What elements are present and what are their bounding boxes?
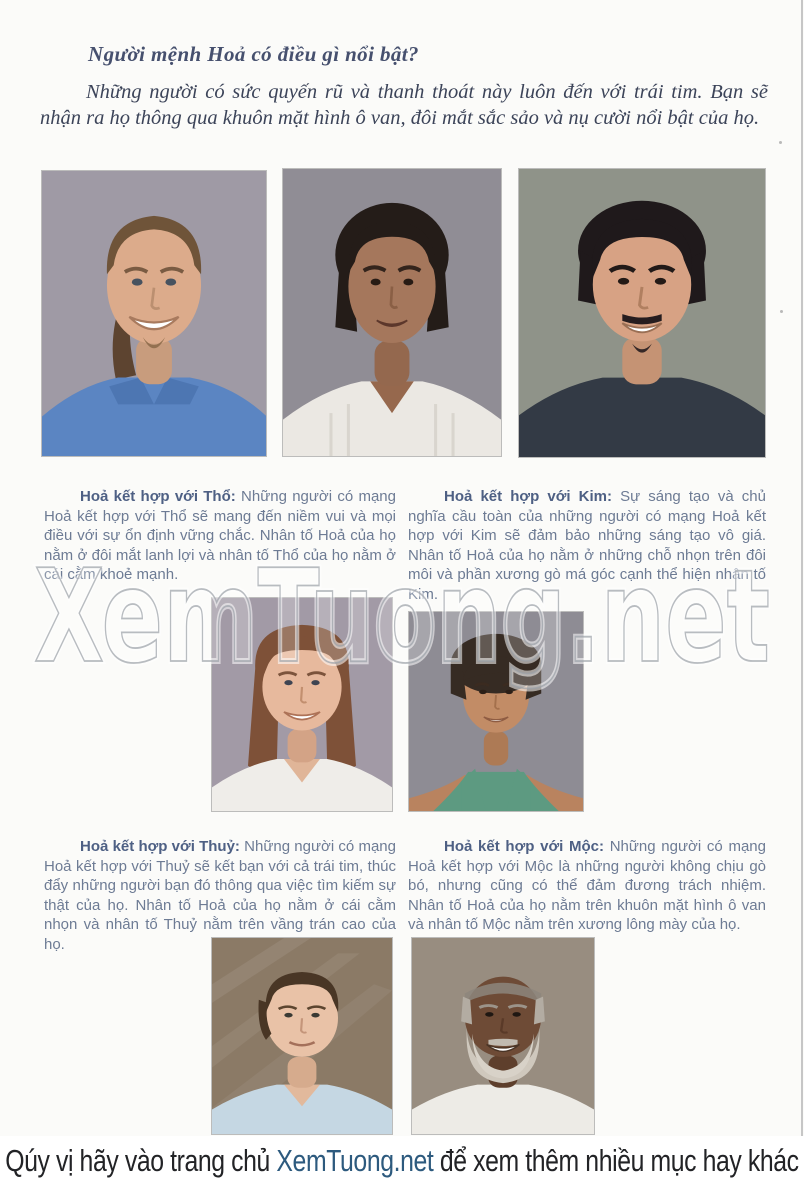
footer-prefix: Qúy vị hãy vào trang chủ [5, 1142, 277, 1178]
section-fire-metal-heading: Hoả kết hợp với Kim: [444, 488, 612, 505]
footer-message [5, 1143, 799, 1179]
footer-suffix: để xem thêm nhiều mục hay khác [433, 1142, 799, 1178]
intro-paragraph: Những người có sức quyến rũ và thanh thoát này luôn đến với trái tim. Bạn sẽ nhận ra họ thông qua khuôn mặt hình ô van, đôi mắt sắc sảo và nụ cười nổi bật của họ. [40, 81, 768, 129]
portrait-illustration [409, 612, 583, 811]
footer-site-name: XemTuong.net [276, 1142, 434, 1178]
section-fire-earth-heading: Hoả kết hợp với Thổ: [80, 488, 236, 505]
photo-fire-woman-white-shirt [283, 169, 501, 456]
portrait-illustration [519, 169, 765, 457]
section-fire-metal [408, 487, 766, 605]
portrait-illustration [42, 171, 266, 456]
section-fire-wood [408, 837, 766, 935]
scan-speck [779, 141, 782, 144]
photo-fire-man-dark-shirt [519, 169, 765, 457]
section-fire-water [44, 837, 396, 955]
scan-speck [780, 310, 783, 313]
portrait-illustration [212, 938, 392, 1134]
portrait-illustration [283, 169, 501, 456]
page-title: Người mệnh Hoả có điều gì nổi bật? [88, 42, 419, 66]
photo-fire-earth-woman [212, 598, 392, 811]
photo-fire-metal-woman [409, 612, 583, 811]
watermark-text: XemTuong.net [34, 545, 770, 692]
scan-edge-line [801, 0, 803, 1136]
section-fire-wood-body: Những người có mạng Hoả kết hợp với Mộc là những người không chịu gò bó, nhưng cũng có thể đảm đương trách nhiệm. Nhân tố Hoả của họ nằm trên khuôn mặt hình ô van và nhân tố Mộc nằm trên xương lông mày của họ. [408, 838, 766, 934]
portrait-illustration [412, 938, 594, 1134]
footer-bar [0, 1136, 804, 1185]
section-fire-earth-body: Những người có mạng Hoả kết hợp với Thổ sẽ mang đến niềm vui và mọi điều với sự ổn định vững chắc. Nhân tố Hoả của họ nằm ở đôi mắt lanh lợi và nhân tố Thổ của họ nằm ở cái cằm khoẻ mạnh. [44, 488, 396, 584]
section-fire-water-body: Những người có mạng Hoả kết hợp với Thuỷ sẽ kết bạn với cả trái tim, thúc đẩy những người bạn đó thông qua việc tìm kiếm sự thật của họ. Nhân tố Hoả của họ nằm ở cái cằm nhọn và nhân tố Thuỷ nằm trên vầng trán cao của họ. [44, 838, 396, 953]
watermark-glow-text: XemTuong.net [34, 545, 770, 692]
section-fire-water-heading: Hoả kết hợp với Thuỷ: [80, 838, 240, 855]
portrait-illustration [212, 598, 392, 811]
section-fire-earth [44, 487, 396, 585]
photo-fire-water-woman [212, 938, 392, 1134]
section-fire-wood-heading: Hoả kết hợp với Mộc: [444, 838, 604, 855]
section-fire-metal-body: Sự sáng tạo và chủ nghĩa cầu toàn của những người có mạng Hoả kết hợp với Kim sẽ đảm bảo những sáng tạo vô giá. Nhân tố Hoả của họ nằm ở những chỗ nhọn trên đôi môi và phần xương gò má góc cạnh thể hiện nhân tố Kim. [408, 488, 766, 603]
photo-fire-wood-man [412, 938, 594, 1134]
photo-fire-man-blue-shirt [42, 171, 266, 456]
